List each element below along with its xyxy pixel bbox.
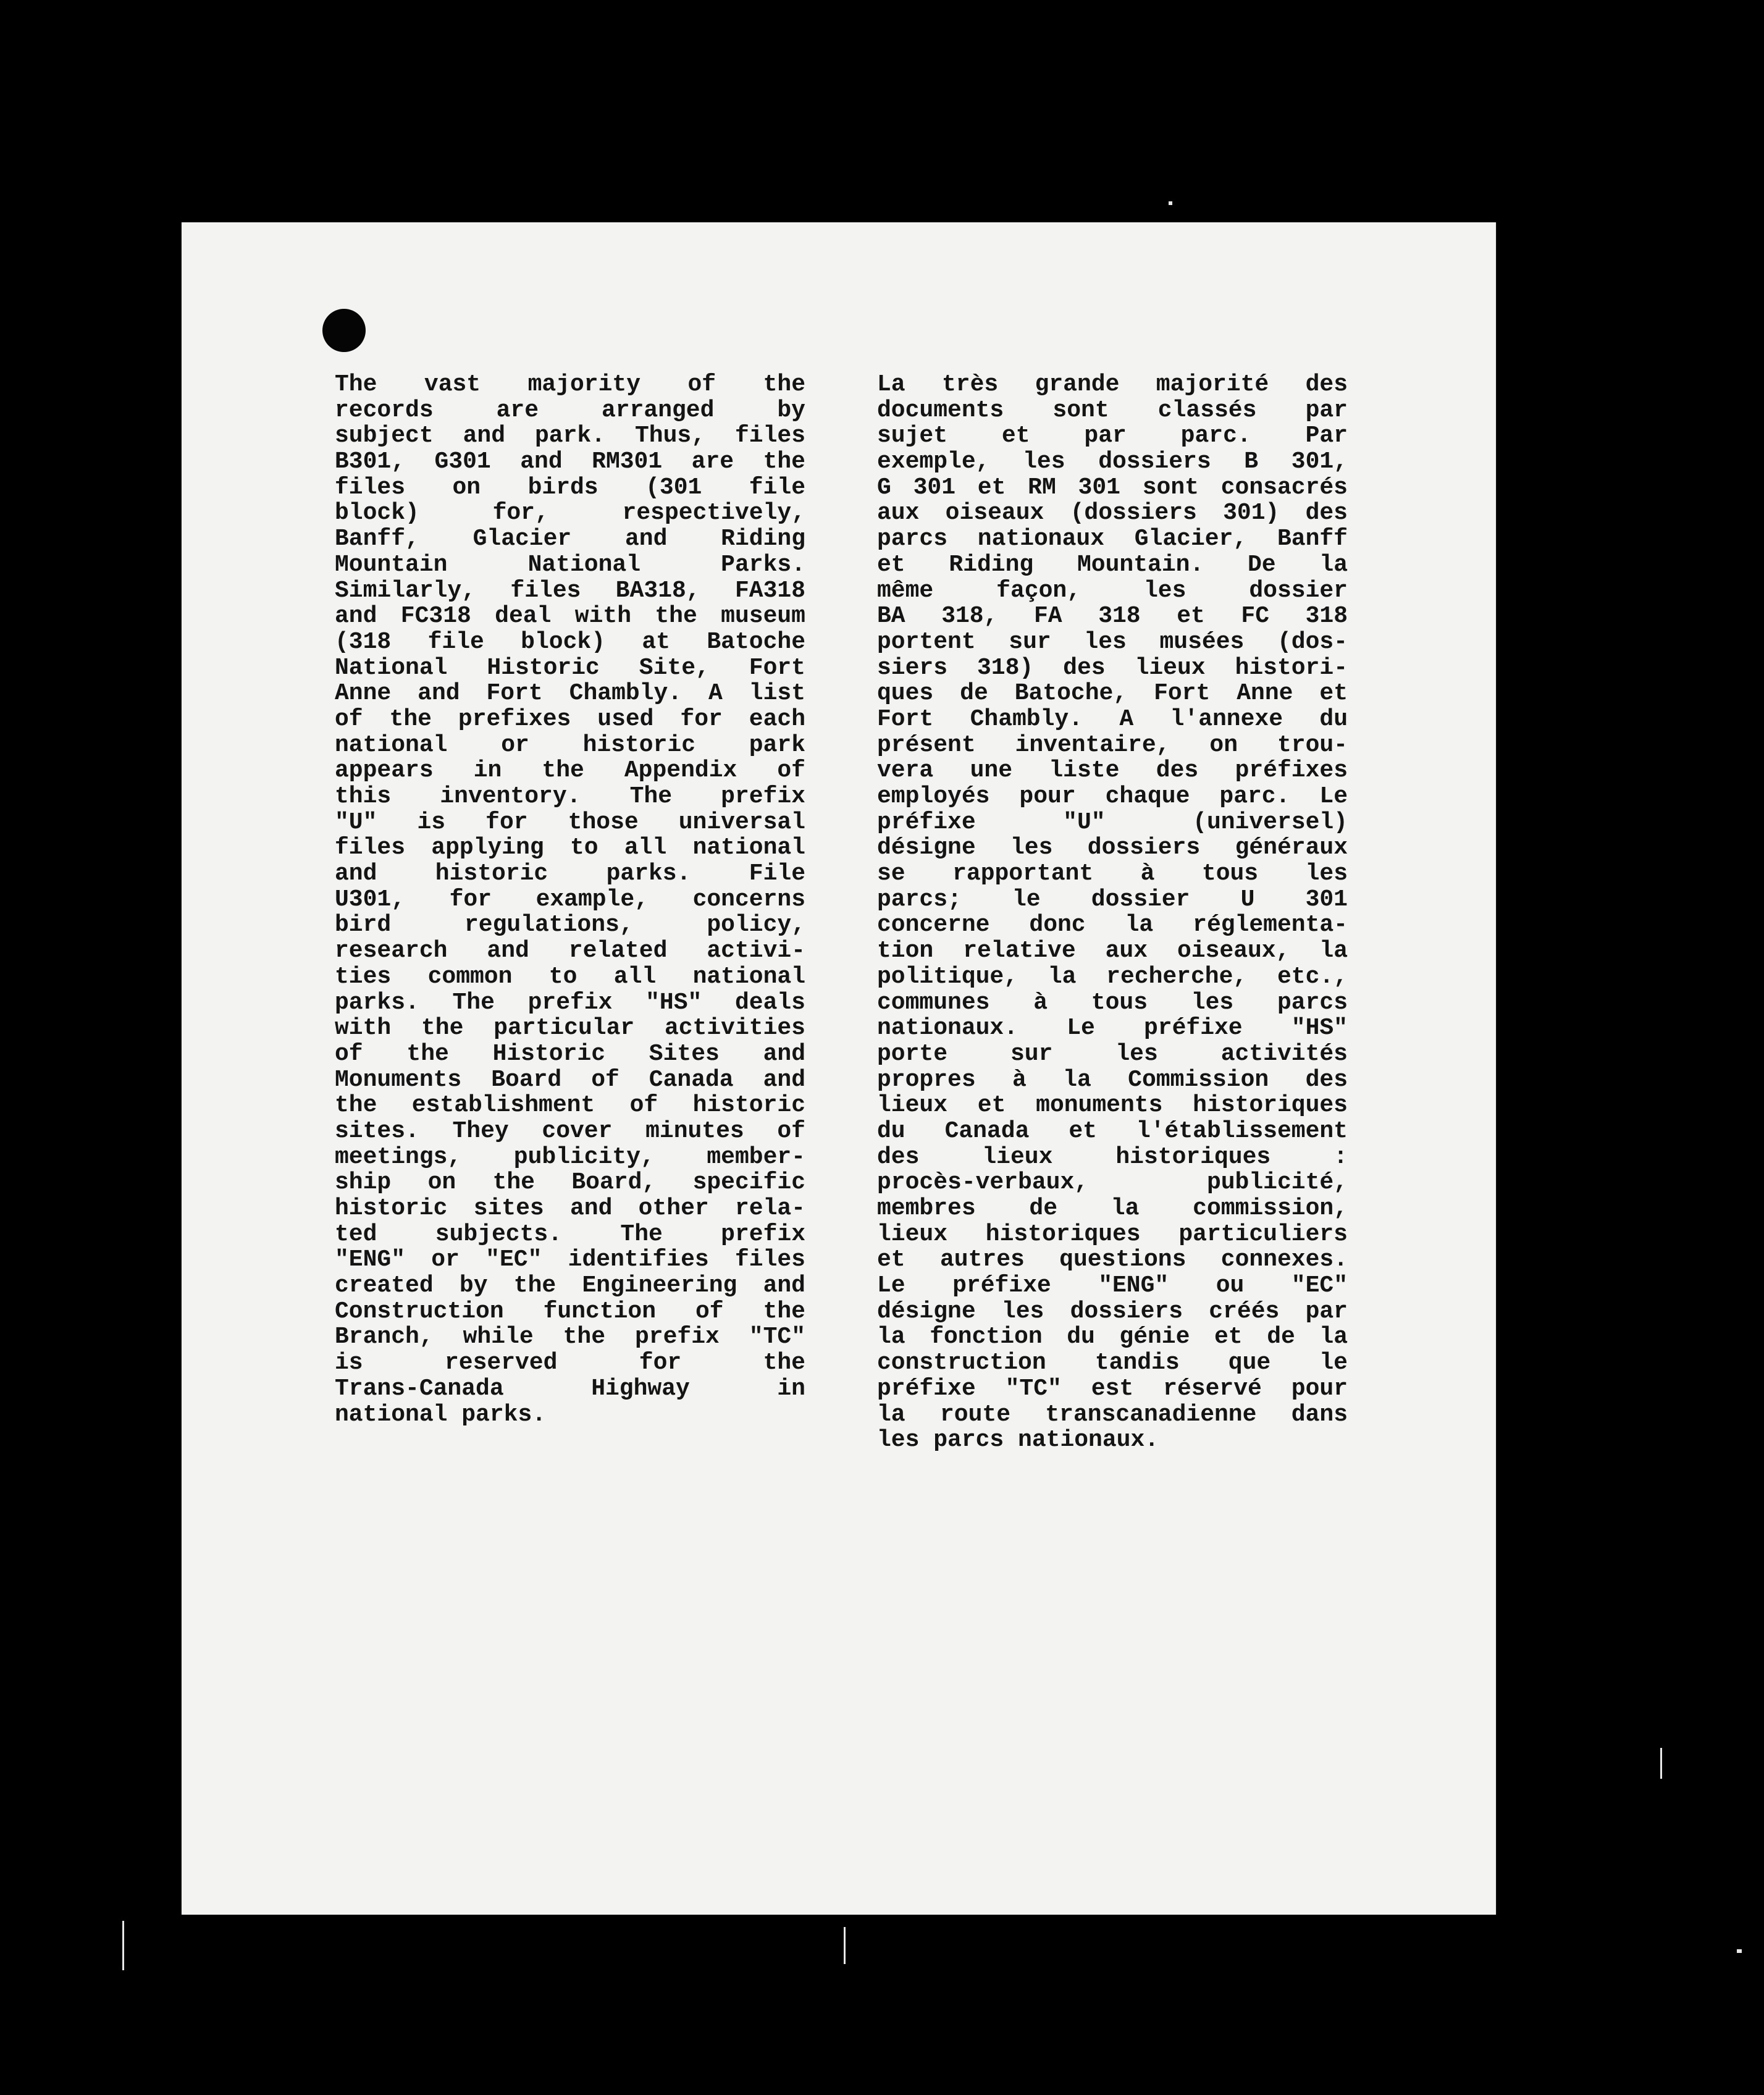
french-text-line: lieux et monuments historiques bbox=[877, 1092, 1348, 1119]
english-text-line: Monuments Board of Canada and bbox=[335, 1066, 805, 1093]
french-text-line: La très grande majorité des bbox=[877, 371, 1348, 398]
english-text-line: Mountain National Parks. bbox=[335, 551, 805, 578]
english-text-line: U301, for example, concerns bbox=[335, 886, 805, 913]
french-text-line: BA 318, FA 318 et FC 318 bbox=[877, 603, 1348, 630]
english-text-line: National Historic Site, Fort bbox=[335, 654, 805, 681]
english-text-line: B301, G301 and RM301 are the bbox=[335, 448, 805, 476]
french-text-line: lieux historiques particuliers bbox=[877, 1220, 1348, 1248]
english-text-line: appears in the Appendix of bbox=[335, 757, 805, 784]
french-text-line: parcs nationaux Glacier, Banff bbox=[877, 526, 1348, 553]
french-text-line: désigne les dossiers généraux bbox=[877, 834, 1348, 862]
english-text-line: Trans-Canada Highway in bbox=[335, 1375, 805, 1402]
french-text-line: présent inventaire, on trou- bbox=[877, 731, 1348, 758]
english-text-line: bird regulations, policy, bbox=[335, 912, 805, 939]
english-text-line: Similarly, files BA318, FA318 bbox=[335, 577, 805, 604]
english-text-line: sites. They cover minutes of bbox=[335, 1117, 805, 1144]
english-text-line: and historic parks. File bbox=[335, 860, 805, 888]
french-text-line: porte sur les activités bbox=[877, 1040, 1348, 1067]
english-text-line: with the particular activities bbox=[335, 1015, 805, 1042]
french-text-line: siers 318) des lieux histori- bbox=[877, 654, 1348, 681]
french-text-line: préfixe "TC" est réservé pour bbox=[877, 1375, 1348, 1402]
french-text-line: employés pour chaque parc. Le bbox=[877, 783, 1348, 810]
french-text-line: tion relative aux oiseaux, la bbox=[877, 938, 1348, 965]
french-text-line: sujet et par parc. Par bbox=[877, 422, 1348, 450]
french-text-line: portent sur les musées (dos- bbox=[877, 628, 1348, 655]
french-text-line: se rapportant à tous les bbox=[877, 860, 1348, 888]
english-text-line: of the prefixes used for each bbox=[335, 705, 805, 733]
scan-speck bbox=[1660, 1748, 1662, 1779]
french-text-line: aux oiseaux (dossiers 301) des bbox=[877, 500, 1348, 527]
english-text-line: files applying to all national bbox=[335, 834, 805, 862]
english-text-line: "ENG" or "EC" identifies files bbox=[335, 1246, 805, 1274]
english-text-line: records are arranged by bbox=[335, 397, 805, 424]
english-text-line: national parks. bbox=[335, 1401, 547, 1428]
english-text-line: ship on the Board, specific bbox=[335, 1169, 805, 1196]
french-text-line: propres à la Commission des bbox=[877, 1066, 1348, 1093]
english-text-line: is reserved for the bbox=[335, 1350, 805, 1377]
french-text-line: exemple, les dossiers B 301, bbox=[877, 448, 1348, 476]
english-text-line: created by the Engineering and bbox=[335, 1272, 805, 1299]
english-text-line: "U" is for those universal bbox=[335, 808, 805, 836]
punch-hole bbox=[322, 309, 366, 352]
english-text-line: research and related activi- bbox=[335, 938, 805, 965]
english-text-line: Construction function of the bbox=[335, 1298, 805, 1325]
french-text-line: Le préfixe "ENG" ou "EC" bbox=[877, 1272, 1348, 1299]
french-text-line: concerne donc la réglementa- bbox=[877, 912, 1348, 939]
english-text-line: (318 file block) at Batoche bbox=[335, 628, 805, 655]
english-text-line: and FC318 deal with the museum bbox=[335, 603, 805, 630]
english-text-line: historic sites and other rela- bbox=[335, 1195, 805, 1222]
english-text-line: subject and park. Thus, files bbox=[335, 422, 805, 450]
english-text-line: ties common to all national bbox=[335, 963, 805, 990]
english-text-line: ted subjects. The prefix bbox=[335, 1220, 805, 1248]
french-text-line: politique, la recherche, etc., bbox=[877, 963, 1348, 990]
scan-speck bbox=[122, 1921, 124, 1970]
french-text-line: et autres questions connexes. bbox=[877, 1246, 1348, 1274]
french-text-line: parcs; le dossier U 301 bbox=[877, 886, 1348, 913]
english-text-line: of the Historic Sites and bbox=[335, 1040, 805, 1067]
french-text-line: la route transcanadienne dans bbox=[877, 1401, 1348, 1428]
french-text-line: la fonction du génie et de la bbox=[877, 1324, 1348, 1351]
english-text-line: this inventory. The prefix bbox=[335, 783, 805, 810]
french-text-line: les parcs nationaux. bbox=[877, 1427, 1159, 1454]
french-text-line: procès-verbaux, publicité, bbox=[877, 1169, 1348, 1196]
english-text-line: Anne and Fort Chambly. A list bbox=[335, 680, 805, 707]
french-text-line: membres de la commission, bbox=[877, 1195, 1348, 1222]
french-text-line: même façon, les dossier bbox=[877, 577, 1348, 604]
document-page bbox=[182, 222, 1496, 1915]
french-text-line: préfixe "U" (universel) bbox=[877, 808, 1348, 836]
french-text-line: communes à tous les parcs bbox=[877, 989, 1348, 1016]
french-text-line: nationaux. Le préfixe "HS" bbox=[877, 1015, 1348, 1042]
english-text-line: meetings, publicity, member- bbox=[335, 1143, 805, 1170]
french-text-line: des lieux historiques : bbox=[877, 1143, 1348, 1170]
english-text-line: Branch, while the prefix "TC" bbox=[335, 1324, 805, 1351]
french-text-column bbox=[877, 372, 1348, 1453]
scan-speck bbox=[1169, 201, 1172, 205]
french-text-line: G 301 et RM 301 sont consacrés bbox=[877, 474, 1348, 501]
french-text-line: Fort Chambly. A l'annexe du bbox=[877, 705, 1348, 733]
french-text-line: ques de Batoche, Fort Anne et bbox=[877, 680, 1348, 707]
french-text-line: désigne les dossiers créés par bbox=[877, 1298, 1348, 1325]
english-text-column bbox=[335, 372, 805, 1427]
english-text-line: national or historic park bbox=[335, 731, 805, 758]
english-text-line: block) for, respectively, bbox=[335, 500, 805, 527]
french-text-line: construction tandis que le bbox=[877, 1350, 1348, 1377]
english-text-line: files on birds (301 file bbox=[335, 474, 805, 501]
scan-speck bbox=[1737, 1949, 1742, 1953]
french-text-line: et Riding Mountain. De la bbox=[877, 551, 1348, 578]
french-text-line: vera une liste des préfixes bbox=[877, 757, 1348, 784]
scan-speck bbox=[844, 1927, 846, 1964]
english-text-line: parks. The prefix "HS" deals bbox=[335, 989, 805, 1016]
english-text-line: the establishment of historic bbox=[335, 1092, 805, 1119]
french-text-line: du Canada et l'établissement bbox=[877, 1117, 1348, 1144]
french-text-line: documents sont classés par bbox=[877, 397, 1348, 424]
english-text-line: Banff, Glacier and Riding bbox=[335, 526, 805, 553]
english-text-line: The vast majority of the bbox=[335, 371, 805, 398]
